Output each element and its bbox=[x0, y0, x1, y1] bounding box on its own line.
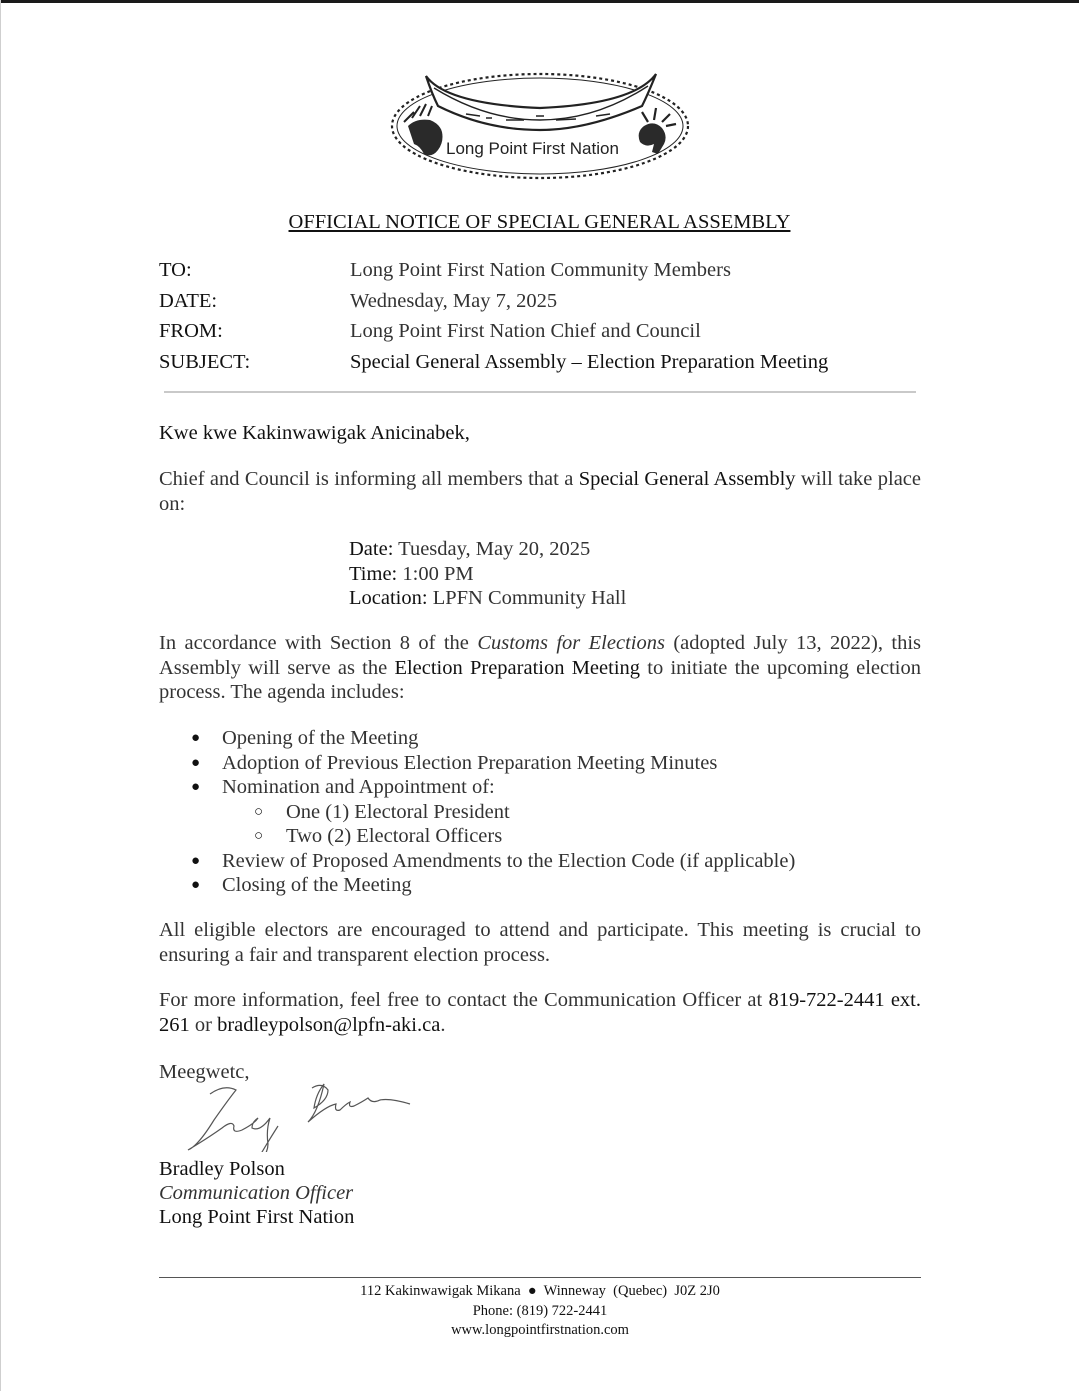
footer-address: 112 Kakinwawigak Mikana ● Winneway (Quebec) J0Z 2J0 bbox=[360, 1283, 720, 1299]
header-label: FROM: bbox=[159, 320, 223, 342]
chief-head-icon bbox=[404, 104, 443, 155]
footer-website: www.longpointfirstnation.com bbox=[451, 1322, 629, 1338]
accordance-paragraph bbox=[159, 631, 921, 705]
detail-value: 1:00 PM bbox=[397, 562, 474, 585]
encourage-paragraph: All eligible electors are encouraged to attend and participate. This meeting is crucial to ensuring a fair and transparent election process. bbox=[159, 919, 921, 966]
header-label: SUBJECT: bbox=[159, 351, 251, 373]
accordance-text: to initiate the upcoming election process. The agenda includes: bbox=[159, 656, 921, 703]
intro-text-end: will take place on: bbox=[159, 468, 921, 515]
detail-value: LPFN Community Hall bbox=[427, 587, 627, 609]
detail-location bbox=[349, 586, 626, 611]
header-value: Wednesday, May 7, 2025 bbox=[350, 290, 558, 312]
contact-text: . bbox=[440, 1013, 446, 1036]
header-label: TO: bbox=[159, 259, 192, 281]
logo-canoe-image bbox=[386, 64, 694, 182]
contact-text: For more information, feel free to contact the Communication Officer at bbox=[159, 989, 769, 1011]
list-item-text: Nomination and Appointment of: bbox=[222, 776, 495, 798]
bullet-icon: ● bbox=[191, 852, 201, 869]
bullet-icon: ● bbox=[191, 877, 201, 893]
list-item-text: Review of Proposed Amendments to the Election Code (if applicable) bbox=[222, 849, 796, 872]
contact-paragraph bbox=[159, 988, 921, 1037]
signatory-title: Communication Officer bbox=[159, 1182, 354, 1204]
customs-title: Customs for Elections bbox=[477, 632, 665, 654]
accordance-highlight: Election Preparation Meeting bbox=[394, 656, 641, 679]
detail-label: Date: bbox=[349, 538, 394, 560]
meeting-details bbox=[349, 537, 626, 611]
contact-email: bradleypolson@lpfn-aki.ca bbox=[217, 1013, 441, 1036]
accordance-text: (adopted July 13, 2022), this Assembly will serve as the bbox=[159, 632, 921, 679]
logo-text: Long Point First Nation bbox=[446, 139, 619, 158]
footer bbox=[159, 1282, 921, 1341]
signatory-name: Bradley Polson bbox=[159, 1158, 285, 1180]
closing-salutation: Meegwetc, bbox=[159, 1061, 250, 1083]
header-value: Long Point First Nation Chief and Council bbox=[350, 320, 701, 342]
detail-time bbox=[349, 562, 626, 587]
list-item-text: Closing of the Meeting bbox=[222, 874, 412, 896]
bullet-icon: ● bbox=[191, 779, 201, 795]
signatory-organization: Long Point First Nation bbox=[159, 1206, 355, 1228]
header-value: Long Point First Nation Community Members bbox=[350, 259, 731, 281]
accordance-text: In accordance with Section 8 of the bbox=[159, 632, 478, 654]
list-item-text: Two (2) Electoral Officers bbox=[286, 825, 503, 847]
intro-highlight: Special General Assembly bbox=[578, 468, 796, 490]
detail-value: Tuesday, May 20, 2025 bbox=[393, 538, 591, 560]
list-item-text: One (1) Electoral President bbox=[286, 800, 510, 823]
moose-icon bbox=[639, 108, 676, 154]
contact-phone: 819-722-2441 ext. 261 bbox=[159, 989, 921, 1036]
document-title: OFFICIAL NOTICE OF SPECIAL GENERAL ASSEMBLY bbox=[288, 211, 791, 233]
left-border bbox=[0, 0, 1, 1391]
detail-label: Time: bbox=[349, 562, 398, 585]
bullet-icon: ● bbox=[191, 754, 201, 771]
header-label: DATE: bbox=[159, 290, 218, 312]
intro-paragraph bbox=[159, 467, 921, 516]
greeting: Kwe kwe Kakinwawigak Anicinabek, bbox=[159, 422, 470, 444]
handwritten-signature bbox=[180, 1082, 415, 1152]
header-value: Special General Assembly – Election Preparation Meeting bbox=[350, 351, 829, 373]
header-divider bbox=[164, 391, 916, 393]
top-border bbox=[0, 0, 1079, 3]
hollow-bullet-icon: ○ bbox=[254, 803, 264, 820]
detail-date bbox=[349, 537, 626, 562]
intro-text: Chief and Council is informing all members that a bbox=[159, 468, 579, 490]
footer-phone: Phone: (819) 722-2441 bbox=[472, 1302, 608, 1319]
list-item-text: Adoption of Previous Election Preparation Meeting Minutes bbox=[222, 751, 718, 774]
contact-text: or bbox=[189, 1013, 218, 1036]
bullet-icon: ● bbox=[191, 730, 201, 746]
detail-label: Location: bbox=[349, 587, 428, 609]
hollow-bullet-icon: ○ bbox=[254, 828, 264, 844]
footer-divider bbox=[159, 1277, 921, 1278]
list-item-text: Opening of the Meeting bbox=[222, 727, 419, 749]
